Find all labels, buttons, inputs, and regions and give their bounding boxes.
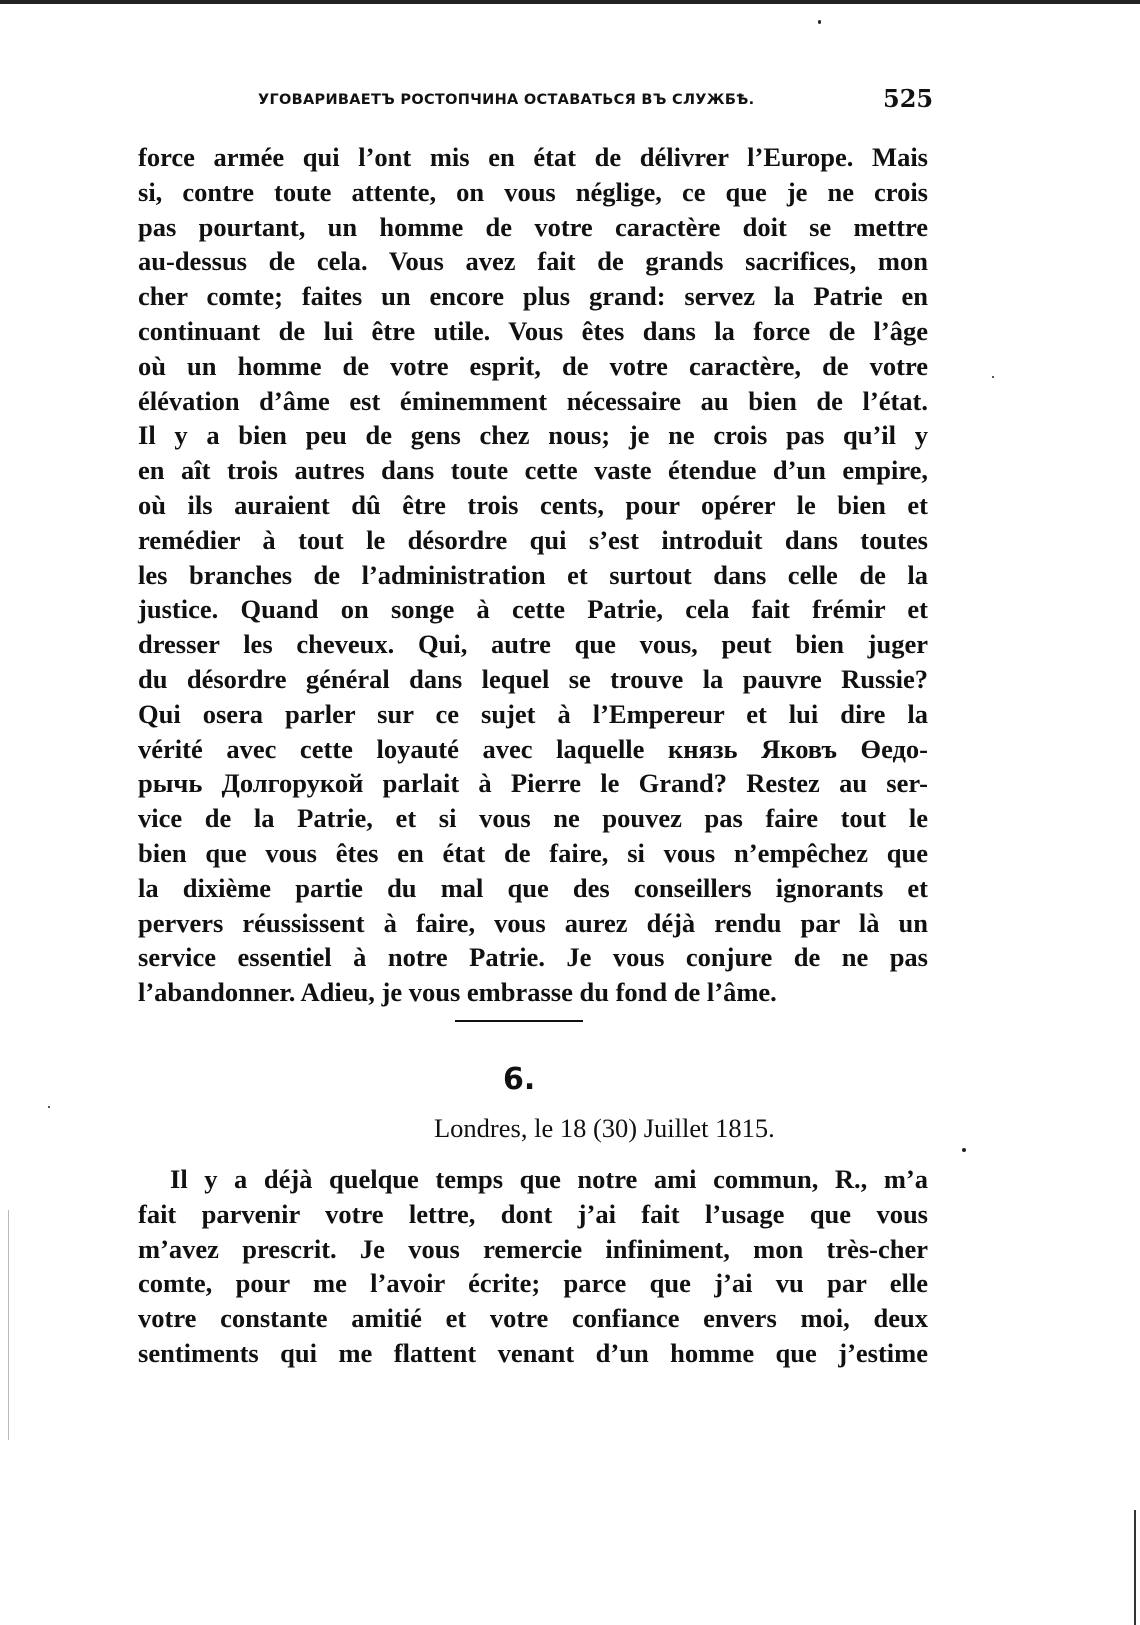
text-line: l’abandonner. Adieu, je vous embrasse du fond de l’âme. bbox=[138, 977, 777, 1008]
scan-speck bbox=[992, 376, 994, 378]
text-line: m’avez prescrit. Je vous remercie infiniment, mon très-cher bbox=[138, 1233, 928, 1264]
text-line: en aît trois autres dans toute cette vaste étendue d’un empire, bbox=[138, 455, 928, 486]
letter-number: 6. bbox=[503, 1062, 536, 1097]
section-separator bbox=[455, 1020, 583, 1022]
text-line: bien que vous êtes en état de faire, si vous n’empêchez que bbox=[138, 837, 928, 868]
text-line: cher comte; faites un encore plus grand: servez la Patrie en bbox=[138, 281, 928, 312]
text-line: sentiments qui me flattent venant d’un homme que j’estime bbox=[138, 1337, 928, 1368]
text-line: vérité avec cette loyauté avec laquelle князь Яковъ Өедо- bbox=[138, 733, 928, 764]
top-edge-rule bbox=[0, 0, 1140, 4]
text-line: Qui osera parler sur ce sujet à l’Empereur et lui dire la bbox=[138, 698, 928, 729]
text-line: Il y a bien peu de gens chez nous; je ne crois pas qu’il y bbox=[138, 420, 928, 451]
text-line: du désordre général dans lequel se trouve la pauvre Russie? bbox=[138, 663, 928, 694]
text-line: pervers réussissent à faire, vous aurez déjà rendu par là un bbox=[138, 907, 928, 938]
scan-margin-mark bbox=[8, 1210, 9, 1440]
text-line: élévation d’âme est éminemment nécessaire au bien de l’état. bbox=[138, 385, 928, 416]
scan-speck bbox=[48, 1106, 50, 1108]
text-line: la dixième partie du mal que des conseillers ignorants et bbox=[138, 872, 928, 903]
text-line: fait parvenir votre lettre, dont j’ai fait l’usage que vous bbox=[138, 1198, 928, 1229]
text-line: Il y a déjà quelque temps que notre ami commun, R., m’a bbox=[170, 1164, 928, 1194]
text-line: si, contre toute attente, on vous néglige, ce que je ne crois bbox=[138, 176, 928, 207]
text-line: рычь Долгорукой parlait à Pierre le Grand? Restez au ser- bbox=[138, 768, 928, 799]
text-line: continuant de lui être utile. Vous êtes dans la force de l’âge bbox=[138, 315, 928, 346]
letter-dateline: Londres, le 18 (30) Juillet 1815. bbox=[434, 1113, 775, 1143]
text-line: remédier à tout le désordre qui s’est introduit dans toutes bbox=[138, 524, 928, 555]
text-line: force armée qui l’ont mis en état de délivrer l’Europe. Mais bbox=[138, 142, 928, 172]
text-line: où un homme de votre esprit, de votre caractère, de votre bbox=[138, 350, 928, 381]
running-head: УГОВАРИВАЕТЪ РОСТОПЧИНА ОСТАВАТЬСЯ ВЪ СЛУЖБѢ. bbox=[258, 92, 755, 108]
text-line: votre constante amitié et votre confiance envers moi, deux bbox=[138, 1303, 928, 1334]
text-line: pas pourtant, un homme de votre caractère doit se mettre bbox=[138, 211, 928, 242]
text-line: les branches de l’administration et surtout dans celle de la bbox=[138, 559, 928, 590]
text-line: service essentiel à notre Patrie. Je vous conjure de ne pas bbox=[138, 942, 928, 973]
text-line: comte, pour me l’avoir écrite; parce que j’ai vu par elle bbox=[138, 1268, 928, 1299]
scan-speck bbox=[818, 20, 821, 24]
text-line: justice. Quand on songe à cette Patrie, cela fait frémir et bbox=[138, 594, 928, 625]
letter-5-body bbox=[138, 140, 928, 1010]
page-number: 525 bbox=[883, 84, 934, 113]
text-line: au-dessus de cela. Vous avez fait de grands sacrifices, mon bbox=[138, 246, 928, 277]
scan-speck bbox=[962, 1148, 966, 1152]
letter-6-body bbox=[138, 1162, 928, 1371]
text-line: dresser les cheveux. Qui, autre que vous, peut bien juger bbox=[138, 629, 928, 660]
scan-margin-mark bbox=[1134, 1510, 1136, 1625]
text-line: où ils auraient dû être trois cents, pour opérer le bien et bbox=[138, 489, 928, 520]
text-line: vice de la Patrie, et si vous ne pouvez pas faire tout le bbox=[138, 803, 928, 834]
